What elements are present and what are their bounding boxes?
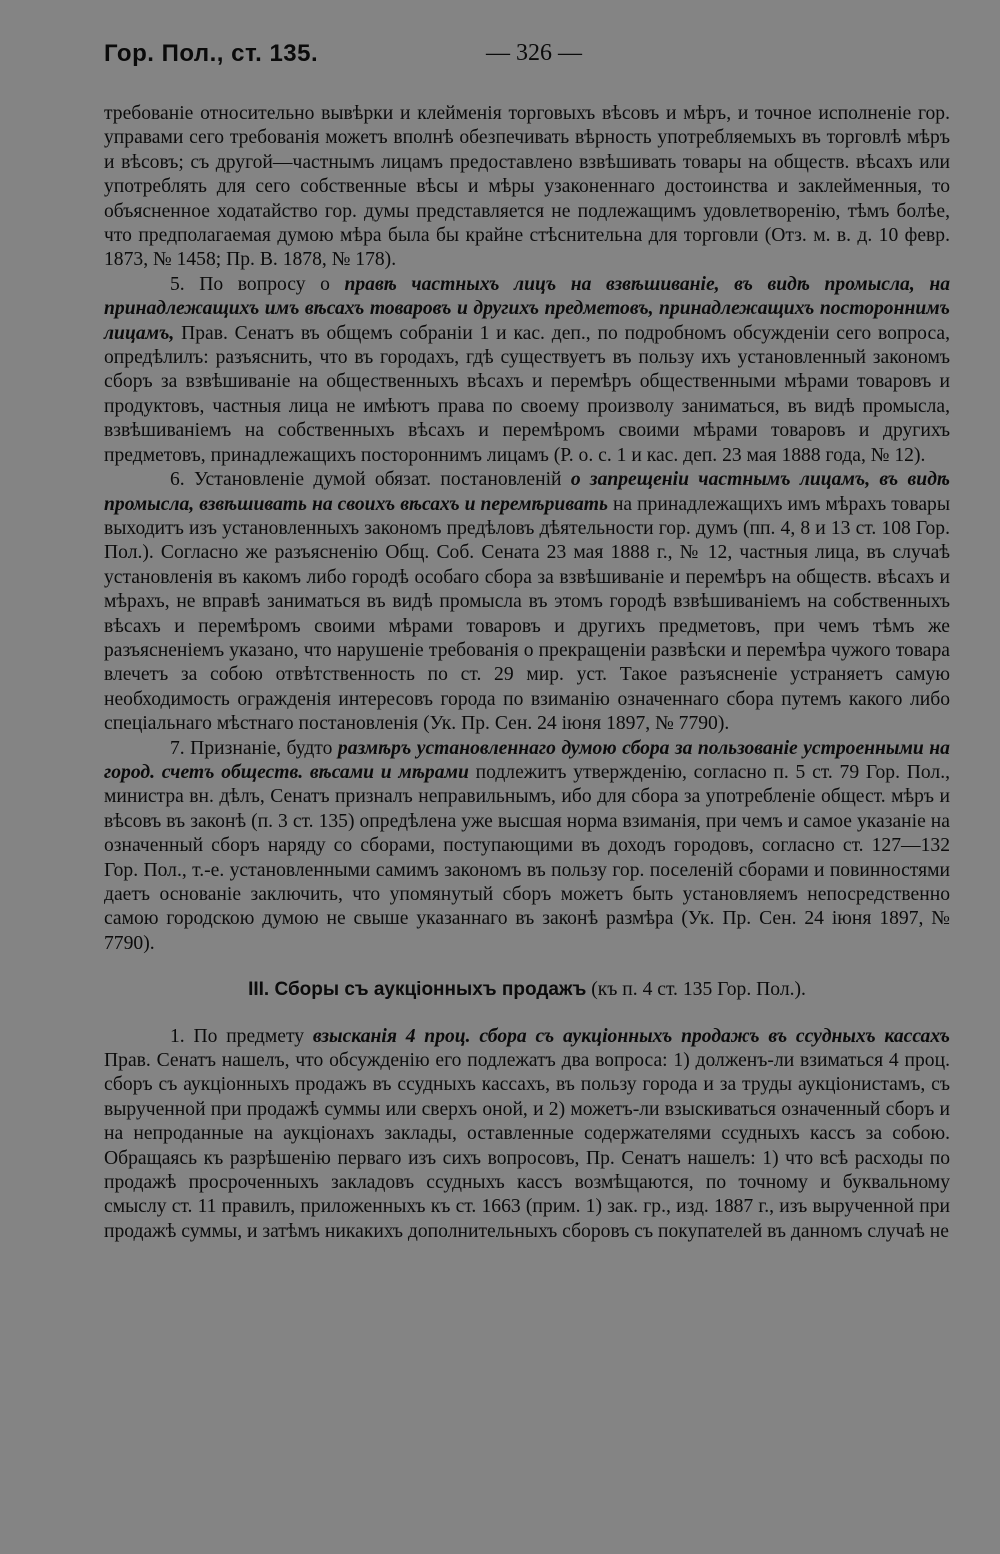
paragraph-7-italic: размѣръ установленнаго думою сбора за пользованіе устроенными на город. счетъ обществ. вѣсами и мѣрами [104,737,950,783]
paragraph-6-rest: на принадлежащихъ имъ мѣрахъ товары выходитъ изъ установленныхъ закономъ предѣловъ дѣятельности гор. думъ (пп. 4, 8 и 13 ст. 108 Гор. Пол.). Согласно же разъясненію Общ. Соб. Сената 23 мая 1888 г., № 12, частныя лица, въ случаѣ установленія въ какомъ либо городѣ особаго сбора за взвѣшиваніе и перемѣръ на обществ. вѣсахъ и мѣрахъ, не вправѣ заниматься въ видѣ промысла въ этомъ городѣ взвѣшиваніемъ на собственныхъ вѣсахъ и перемѣромъ своими мѣрами товаровъ и другихъ предметовъ, при чемъ тѣмъ же разъясненіемъ указано, что нарушеніе требованія о прекращеніи развѣски и перемѣра чужого товара влечетъ за собою отвѣтственность по ст. 29 мир. уст. Такое разъясненіе устраняетъ самую необходимость огражденія интересовъ города по взиманію означеннаго сбора путемъ какого либо спеціальнаго мѣстнаго постановленія (Ук. Пр. Сен. 24 іюня 1897, № 7790). [104,493,950,735]
paragraph-continued: требованіе относительно вывѣрки и клейменія торговыхъ вѣсовъ и мѣръ, и точное исполненіе гор. управами сего требованія можетъ вполнѣ обезпечивать вѣрность употребляемыхъ въ торговлѣ мѣръ и вѣсовъ; съ другой—частнымъ лицамъ предоставлено взвѣшивать товары на обществ. вѣсахъ или употреблять для сего собственные вѣсы и мѣры узаконеннаго достоинства и заклейменныя, то объясненное ходатайство гор. думы представляется не подлежащимъ удовлетворенію, тѣмъ болѣе, что предполагаемая думою мѣра была бы крайне стѣснительна для торговли (Отз. м. в. д. 10 февр. 1873, № 1458; Пр. В. 1878, № 178). [104,103,950,271]
page-number: — 326 — [486,40,582,66]
paragraph-5-prefix: 5. По вопросу о [170,273,345,295]
paragraph-6 [104,468,950,736]
paragraph-7-rest: подлежитъ утвержденію, согласно п. 5 ст. 79 Гор. Пол., министра вн. дѣлъ, Сенатъ призналъ неправильнымъ, ибо для сбора за употребленіе общест. мѣръ и вѣсовъ въ законѣ (п. 3 ст. 135) опредѣлена уже высшая норма взиманія, при чемъ и самое указаніе на означенный сборъ наряду со сборами, поступающими въ доходъ городовъ, согласно ст. 127—132 Гор. Пол., т.-е. установленными самимъ закономъ въ пользу гор. поселеній сборами и повинностями даетъ основаніе заключить, что упомянутый сборъ можетъ быть установляемъ непосредственно самою городскою думою не свыше указаннаго въ законѣ размѣра (Ук. Пр. Сен. 24 іюня 1897, № 7790). [104,761,950,954]
section-heading [104,978,950,1002]
section-3-paragraph-1-prefix: 1. По предмету [170,1025,313,1047]
section-3-paragraph-1-rest: Прав. Сенатъ нашелъ, что обсужденію его подлежатъ два вопроса: 1) долженъ-ли взиматься 4 проц. сборъ съ аукціонныхъ продажъ въ ссудныхъ кассахъ, въ пользу города и за труды аукціонистамъ, съ вырученной при продажѣ суммы или сверхъ оной, и 2) можетъ-ли взыскиваться означенный сборъ и на непроданные на аукціонахъ заклады, оставленные содержателями ссудныхъ кассъ за собою. Обращаясь къ разрѣшенію перваго изъ сихъ вопросовъ, Пр. Сенатъ нашелъ: 1) что всѣ расходы по продажѣ просроченныхъ закладовъ ссудныхъ кассъ возмѣщаются, по точному и буквальному смыслу ст. 11 правилъ, приложенныхъ къ ст. 1663 (прим. 1) зак. гр., изд. 1887 г., изъ вырученной при продажѣ суммы, и затѣмъ никакихъ дополнительныхъ сборовъ съ покупателей въ данномъ случаѣ не [104,1050,950,1242]
paragraph-6-italic: о запрещеніи частнымъ лицамъ, въ видѣ промысла, взвѣшивать на своихъ вѣсахъ и перемѣривать [104,469,950,515]
paragraph-6-prefix: 6. Установленіе думой обязат. постановленій [170,469,571,491]
section-heading-bold: III. Сборы съ аукціонныхъ продажъ [248,979,587,1001]
paragraph-5 [104,273,950,468]
section-3-paragraph-1 [104,1025,950,1245]
paragraph-5-italic: правѣ частныхъ лицъ на взвѣшиваніе, въ видѣ промысла, на принадлежащихъ имъ вѣсахъ товаровъ и другихъ предметовъ, принадлежащихъ постороннимъ лицамъ, [104,273,950,344]
running-title: Гор. Пол., ст. 135. [104,40,319,67]
paragraph-7 [104,737,950,957]
page-header [104,40,950,74]
paragraph-7-prefix: 7. Признаніе, будто [170,737,338,759]
section-3-paragraph-1-italic: взысканія 4 проц. сбора съ аукціонныхъ продажъ въ ссудныхъ кассахъ [312,1025,950,1047]
paragraph-5-rest: Прав. Сенатъ въ общемъ собраніи 1 и кас. деп., по подробномъ обсужденіи сего вопроса, опредѣлилъ: разъяснить, что въ городахъ, гдѣ существуетъ въ пользу ихъ установленный закономъ сборъ за взвѣшиваніе на общественныхъ вѣсахъ и перемѣръ общественными мѣрами товаровъ и продуктовъ, частныя лица не имѣютъ права по своему произволу заниматься, въ видѣ промысла, взвѣшиваніемъ на собственныхъ вѣсахъ и перемѣромъ своими мѣрами товаровъ и другихъ предметовъ, принадлежащихъ постороннимъ лицамъ (Р. о. с. 1 и кас. деп. 23 мая 1888 года, № 12). [104,322,950,466]
body-text [104,102,950,1244]
section-heading-rest: (къ п. 4 ст. 135 Гор. Пол.). [586,979,806,1001]
